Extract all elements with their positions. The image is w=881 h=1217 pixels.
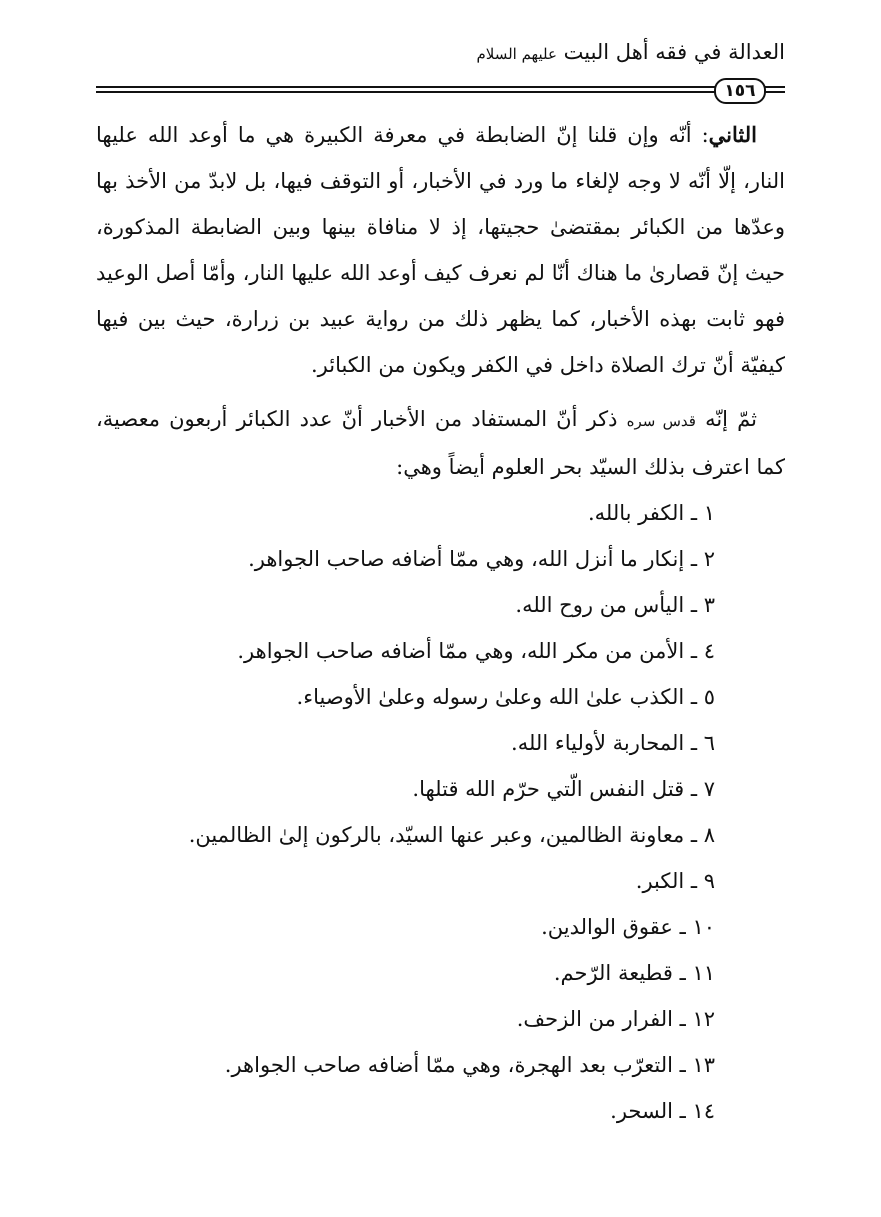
list-item: ١ ـ الكفر بالله. xyxy=(587,501,715,525)
page-header xyxy=(96,30,785,100)
honorific-mark: عليهم السلام xyxy=(476,45,557,63)
paragraph-second-point xyxy=(96,112,785,388)
list-item: ٧ ـ قتل النفس الّتي حرّم الله قتلها. xyxy=(412,777,715,801)
list-item: ٤ ـ الأمن من مكر الله، وهي ممّا أضافه صاحب الجواهر. xyxy=(237,639,715,663)
page-number-badge: ١٥٦ xyxy=(714,78,766,104)
list-item: ٣ ـ اليأس من روح الله. xyxy=(515,593,715,617)
list-item: ٢ ـ إنكار ما أنزل الله، وهي ممّا أضافه صاحب الجواهر. xyxy=(248,547,715,571)
list-item: ٩ ـ الكبر. xyxy=(635,869,715,893)
header-rule-line-top xyxy=(96,86,785,88)
list-item: ١١ ـ قطيعة الرّحم. xyxy=(553,961,715,985)
running-title xyxy=(476,40,785,64)
running-title-text: العدالة في فقه أهل البيت xyxy=(563,40,785,64)
header-rule xyxy=(96,78,785,104)
major-sins-list xyxy=(96,490,785,1134)
paragraph-enumeration-intro xyxy=(96,396,785,490)
list-item: ١٢ ـ الفرار من الزحف. xyxy=(516,1007,715,1031)
paragraph-start: ثمّ إنّه xyxy=(705,407,757,431)
list-item: ٥ ـ الكذب علىٰ الله وعلىٰ رسوله وعلىٰ الأوصياء. xyxy=(296,685,715,709)
paragraph-text: ذكر أنّ المستفاد من الأخبار أنّ عدد الكبائر أربعون معصية، كما اعترف بذلك السيّد بحر العلوم أيضاً وهي: xyxy=(96,407,785,479)
honorific-mark: قدس سره xyxy=(626,412,696,430)
list-item: ٨ ـ معاونة الظالمين، وعبر عنها السيّد، بالركون إلىٰ الظالمين. xyxy=(188,823,715,847)
header-rule-line-bottom xyxy=(96,91,785,93)
list-item: ١٤ ـ السحر. xyxy=(610,1099,715,1123)
list-item: ١٣ ـ التعرّب بعد الهجرة، وهي ممّا أضافه صاحب الجواهر. xyxy=(224,1053,715,1077)
page-body xyxy=(96,112,785,1134)
list-item: ٦ ـ المحاربة لأولياء الله. xyxy=(511,731,715,755)
paragraph-lead-word: الثاني xyxy=(708,122,757,147)
paragraph-text: : أنّه وإن قلنا إنّ الضابطة في معرفة الكبيرة هي ما أوعد الله عليها النار، إلّا أنّه لا وجه لإلغاء ما ورد في الأخبار، أو التوقف فيها، بل لابدّ من الأخذ بها وعدّها من الكبائر بمقتضىٰ حجيتها، إذ لا منافاة بينها وبين الضابطة المذكورة، حيث إنّ قصارىٰ ما هناك أنّا لم نعرف كيف أوعد الله عليها النار، وأمّا أصل الوعيد فهو ثابت بهذه الأخبار، كما يظهر ذلك من رواية عبيد بن زرارة، حيث بين فيها كيفيّة أنّ ترك الصلاة داخل في الكفر ويكون من الكبائر. xyxy=(96,123,785,377)
list-item: ١٠ ـ عقوق الوالدين. xyxy=(541,915,715,939)
